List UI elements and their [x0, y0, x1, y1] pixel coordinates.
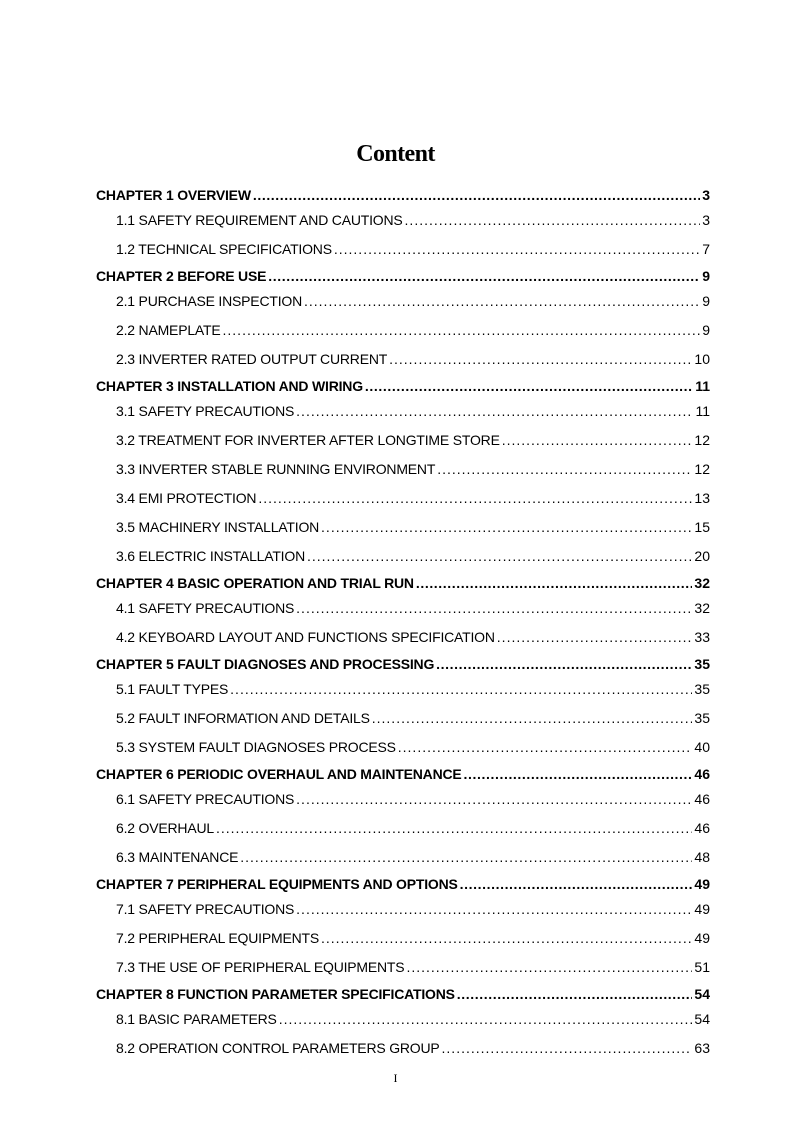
toc-entry-page: 35	[694, 656, 710, 672]
toc-section-entry[interactable]	[96, 289, 710, 316]
toc-dot-leader	[406, 953, 692, 982]
toc-dot-leader	[398, 733, 693, 762]
toc-entry-page: 10	[694, 351, 710, 367]
page-title: Content	[356, 141, 435, 167]
toc-entry-title: 3.1 SAFETY PRECAUTIONS	[116, 403, 295, 419]
toc-entry-title: 4.1 SAFETY PRECAUTIONS	[116, 600, 295, 616]
toc-dot-leader	[389, 345, 692, 374]
toc-section-entry[interactable]	[96, 814, 710, 843]
toc-dot-leader	[460, 872, 693, 897]
toc-chapter-entry[interactable]	[96, 762, 710, 787]
toc-entry-title: 7.2 PERIPHERAL EQUIPMENTS	[116, 930, 319, 946]
toc-entry-page: 46	[694, 791, 710, 807]
toc-entry-title: CHAPTER 6 PERIODIC OVERHAUL AND MAINTENANCE	[96, 766, 462, 782]
toc-entry-title: 6.2 OVERHAUL	[116, 820, 214, 836]
toc-section-entry[interactable]	[96, 513, 710, 542]
toc-section-entry[interactable]	[96, 623, 710, 652]
toc-section-entry[interactable]	[96, 399, 710, 426]
toc-dot-leader	[442, 1034, 693, 1063]
toc-chapter-entry[interactable]	[96, 374, 710, 399]
toc-entry-page: 12	[694, 461, 710, 477]
toc-chapter-entry[interactable]	[96, 872, 710, 897]
toc-entry-page: 15	[694, 519, 710, 535]
toc-dot-leader	[405, 208, 701, 233]
toc-dot-leader	[296, 897, 692, 922]
toc-dot-leader	[216, 814, 692, 843]
toc-entry-title: CHAPTER 2 BEFORE USE	[96, 268, 267, 284]
toc-entry-title: 3.4 EMI PROTECTION	[116, 490, 257, 506]
toc-entry-title: 3.2 TREATMENT FOR INVERTER AFTER LONGTIME STORE	[116, 432, 500, 448]
toc-entry-page: 9	[702, 322, 710, 338]
toc-section-entry[interactable]	[96, 542, 710, 571]
toc-entry-page: 11	[695, 403, 710, 419]
toc-section-entry[interactable]	[96, 953, 710, 982]
toc-entry-title: 7.3 THE USE OF PERIPHERAL EQUIPMENTS	[116, 959, 405, 975]
toc-section-entry[interactable]	[96, 897, 710, 924]
toc-chapter-entry[interactable]	[96, 264, 710, 289]
toc-entry-title: 8.1 BASIC PARAMETERS	[116, 1011, 277, 1027]
toc-entry-title: CHAPTER 3 INSTALLATION AND WIRING	[96, 378, 363, 394]
toc-entry-title: 5.1 FAULT TYPES	[116, 681, 229, 697]
toc-dot-leader	[437, 455, 692, 484]
toc-chapter-entry[interactable]	[96, 571, 710, 596]
toc-entry-page: 20	[694, 548, 710, 564]
table-of-contents	[96, 183, 710, 1063]
toc-section-entry[interactable]	[96, 235, 710, 264]
toc-entry-page: 48	[694, 849, 710, 865]
toc-entry-title: 1.2 TECHNICAL SPECIFICATIONS	[116, 241, 332, 257]
toc-section-entry[interactable]	[96, 316, 710, 345]
toc-dot-leader	[230, 677, 692, 702]
toc-dot-leader	[334, 235, 700, 264]
toc-entry-page: 11	[695, 378, 710, 394]
toc-dot-leader	[372, 704, 693, 733]
toc-entry-title: CHAPTER 8 FUNCTION PARAMETER SPECIFICATIONS	[96, 986, 455, 1002]
toc-entry-title: 7.1 SAFETY PRECAUTIONS	[116, 901, 295, 917]
toc-section-entry[interactable]	[96, 426, 710, 455]
toc-section-entry[interactable]	[96, 843, 710, 872]
toc-section-entry[interactable]	[96, 704, 710, 733]
toc-entry-page: 51	[694, 959, 710, 975]
toc-entry-page: 33	[694, 629, 710, 645]
toc-dot-leader	[279, 1007, 693, 1032]
toc-chapter-entry[interactable]	[96, 982, 710, 1007]
toc-entry-title: 6.3 MAINTENANCE	[116, 849, 239, 865]
toc-entry-title: CHAPTER 5 FAULT DIAGNOSES AND PROCESSING	[96, 656, 435, 672]
toc-entry-page: 9	[702, 293, 710, 309]
toc-entry-page: 32	[694, 575, 710, 591]
toc-entry-page: 54	[694, 986, 710, 1002]
toc-dot-leader	[296, 596, 692, 621]
toc-entry-title: 8.2 OPERATION CONTROL PARAMETERS GROUP	[116, 1040, 440, 1056]
toc-entry-page: 12	[694, 432, 710, 448]
toc-dot-leader	[321, 513, 692, 542]
toc-entry-page: 63	[694, 1040, 710, 1056]
toc-entry-title: 3.3 INVERTER STABLE RUNNING ENVIRONMENT	[116, 461, 436, 477]
toc-section-entry[interactable]	[96, 208, 710, 235]
toc-dot-leader	[416, 571, 693, 596]
page-number: I	[393, 1071, 398, 1085]
toc-dot-leader	[223, 316, 701, 345]
toc-entry-title: CHAPTER 7 PERIPHERAL EQUIPMENTS AND OPTIONS	[96, 876, 458, 892]
toc-chapter-entry[interactable]	[96, 652, 710, 677]
toc-section-entry[interactable]	[96, 596, 710, 623]
toc-entry-title: 5.2 FAULT INFORMATION AND DETAILS	[116, 710, 370, 726]
toc-dot-leader	[307, 542, 692, 571]
toc-dot-leader	[497, 623, 693, 652]
toc-dot-leader	[436, 652, 692, 677]
toc-entry-title: 3.5 MACHINERY INSTALLATION	[116, 519, 320, 535]
toc-entry-title: 5.3 SYSTEM FAULT DIAGNOSES PROCESS	[116, 739, 396, 755]
toc-dot-leader	[365, 374, 693, 399]
toc-entry-page: 35	[694, 710, 710, 726]
toc-dot-leader	[457, 982, 693, 1007]
toc-section-entry[interactable]	[96, 733, 710, 762]
toc-entry-title: 2.1 PURCHASE INSPECTION	[116, 293, 302, 309]
toc-entry-title: 3.6 ELECTRIC INSTALLATION	[116, 548, 305, 564]
toc-dot-leader	[502, 426, 693, 455]
toc-dot-leader	[240, 843, 692, 872]
toc-entry-page: 54	[694, 1011, 710, 1027]
toc-entry-page: 13	[694, 490, 710, 506]
toc-dot-leader	[268, 264, 700, 289]
toc-chapter-entry[interactable]	[96, 183, 710, 208]
toc-entry-title: CHAPTER 1 OVERVIEW	[96, 187, 251, 203]
toc-section-entry[interactable]	[96, 924, 710, 953]
toc-entry-page: 46	[694, 766, 710, 782]
toc-section-entry[interactable]	[96, 677, 710, 704]
toc-entry-page: 49	[694, 876, 710, 892]
toc-entry-page: 3	[702, 212, 710, 228]
toc-entry-title: 2.3 INVERTER RATED OUTPUT CURRENT	[116, 351, 388, 367]
toc-entry-page: 49	[694, 930, 710, 946]
toc-dot-leader	[296, 787, 692, 812]
toc-dot-leader	[304, 289, 700, 314]
toc-entry-title: 1.1 SAFETY REQUIREMENT AND CAUTIONS	[116, 212, 403, 228]
toc-entry-title: CHAPTER 4 BASIC OPERATION AND TRIAL RUN	[96, 575, 414, 591]
toc-entry-title: 4.2 KEYBOARD LAYOUT AND FUNCTIONS SPECIFICATION	[116, 629, 495, 645]
toc-entry-page: 3	[702, 187, 710, 203]
toc-dot-leader	[321, 924, 692, 953]
toc-dot-leader	[464, 762, 693, 787]
toc-section-entry[interactable]	[96, 484, 710, 513]
toc-entry-page: 49	[694, 901, 710, 917]
toc-dot-leader	[253, 183, 700, 208]
toc-entry-page: 40	[694, 739, 710, 755]
toc-dot-leader	[258, 484, 692, 513]
toc-section-entry[interactable]	[96, 1034, 710, 1063]
toc-section-entry[interactable]	[96, 455, 710, 484]
toc-entry-page: 35	[694, 681, 710, 697]
toc-section-entry[interactable]	[96, 787, 710, 814]
toc-section-entry[interactable]	[96, 345, 710, 374]
toc-section-entry[interactable]	[96, 1007, 710, 1034]
toc-entry-title: 6.1 SAFETY PRECAUTIONS	[116, 791, 295, 807]
toc-entry-page: 7	[702, 241, 710, 257]
toc-entry-page: 9	[702, 268, 710, 284]
toc-dot-leader	[296, 399, 693, 424]
toc-entry-page: 46	[694, 820, 710, 836]
toc-entry-title: 2.2 NAMEPLATE	[116, 322, 221, 338]
toc-entry-page: 32	[694, 600, 710, 616]
